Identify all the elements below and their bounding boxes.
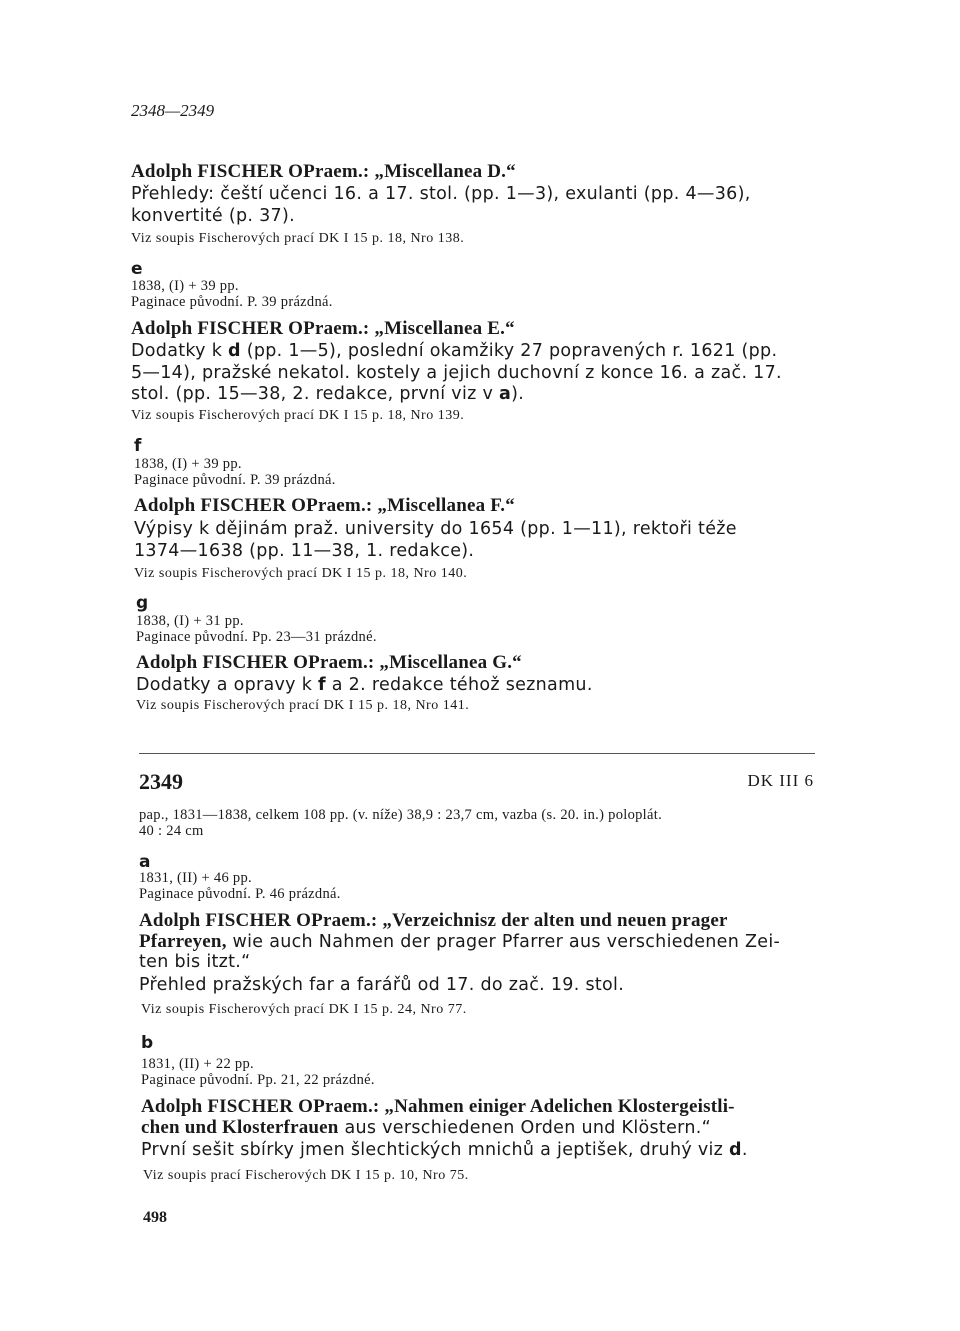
entry-description: stol. (pp. 15—38, 2. redakce, první viz v a). — [131, 384, 525, 404]
section-letter: e — [131, 259, 143, 279]
section-letter: b — [141, 1033, 154, 1053]
page-number: 498 — [143, 1209, 167, 1226]
entry-reference: Viz soupis Fischerových prací DK I 15 p. 24, Nro 77. — [141, 1002, 467, 1017]
entry-description: konvertité (p. 37). — [131, 206, 295, 226]
pagination-note: Paginace původní. Pp. 23—31 prázdné. — [136, 629, 377, 645]
running-head: 2348—2349 — [131, 101, 215, 120]
entry-reference: Viz soupis Fischerových prací DK I 15 p. 18, Nro 138. — [131, 231, 465, 246]
page-count: 1838, (I) + 31 pp. — [136, 613, 244, 629]
entry-reference: Viz soupis Fischerových prací DK I 15 p. 18, Nro 139. — [131, 408, 465, 423]
record-number: 2349 — [139, 769, 183, 794]
entry-title: Adolph FISCHER OPraem.: „Miscellanea E.“ — [131, 318, 515, 339]
entry-description: První sešit sbírky jmen šlechtických mnichů a jeptišek, druhý viz d. — [141, 1140, 748, 1160]
entry-title: Adolph FISCHER OPraem.: „Miscellanea F.“ — [134, 495, 515, 516]
entry-description: Dodatky a opravy k f a 2. redakce téhož seznamu. — [136, 675, 593, 695]
entry-reference: Viz soupis prací Fischerových DK I 15 p. 10, Nro 75. — [143, 1168, 469, 1183]
entry-title: Adolph FISCHER OPraem.: „Nahmen einiger Adelichen Klostergeistli- — [141, 1096, 735, 1117]
entry-title-continuation: Pfarreyen, wie auch Nahmen der prager Pfarrer aus verschiedenen Zei- — [139, 931, 781, 952]
entry-description: 5—14), pražské nekatol. kostely a jejich duchovní z konce 16. a zač. 17. — [131, 363, 782, 383]
pagination-note: Paginace původní. P. 46 prázdná. — [139, 886, 341, 902]
physical-description: 40 : 24 cm — [139, 823, 204, 839]
entry-title: Adolph FISCHER OPraem.: „Miscellanea D.“ — [131, 161, 516, 182]
entry-reference: Viz soupis Fischerových prací DK I 15 p. 18, Nro 141. — [136, 698, 470, 713]
pagination-note: Paginace původní. Pp. 21, 22 prázdné. — [141, 1072, 375, 1088]
entry-reference: Viz soupis Fischerových prací DK I 15 p. 18, Nro 140. — [134, 566, 468, 581]
entry-description: Dodatky k d (pp. 1—5), poslední okamžiky 27 popravených r. 1621 (pp. — [131, 341, 778, 361]
entry-title-continuation: ten bis itzt.“ — [139, 952, 251, 972]
record-separator — [139, 753, 815, 754]
section-letter: f — [134, 436, 142, 456]
physical-description: pap., 1831—1838, celkem 108 pp. (v. níže) 38,9 : 23,7 cm, vazba (s. 20. in.) poloplát. — [139, 807, 662, 823]
entry-description: Přehled pražských far a farářů od 17. do zač. 19. stol. — [139, 975, 625, 995]
section-letter: a — [139, 852, 151, 872]
entry-description: 1374—1638 (pp. 11—38, 1. redakce). — [134, 541, 475, 561]
section-letter: g — [136, 593, 149, 613]
page-count: 1831, (II) + 46 pp. — [139, 870, 252, 886]
shelf-signature: DK III 6 — [747, 771, 814, 790]
pagination-note: Paginace původní. P. 39 prázdná. — [134, 472, 336, 488]
entry-description: Přehledy: čeští učenci 16. a 17. stol. (pp. 1—3), exulanti (pp. 4—36), — [131, 184, 751, 204]
page-count: 1838, (I) + 39 pp. — [134, 456, 242, 472]
pagination-note: Paginace původní. P. 39 prázdná. — [131, 294, 333, 310]
entry-title: Adolph FISCHER OPraem.: „Miscellanea G.“ — [136, 652, 522, 673]
page-count: 1838, (I) + 39 pp. — [131, 278, 239, 294]
entry-title-continuation: chen und Klosterfrauen aus verschiedenen Orden und Klöstern.“ — [141, 1117, 711, 1138]
entry-description: Výpisy k dějinám praž. university do 1654 (pp. 1—11), rektoři téže — [134, 519, 737, 539]
page-count: 1831, (II) + 22 pp. — [141, 1056, 254, 1072]
entry-title: Adolph FISCHER OPraem.: „Verzeichnisz der alten und neuen prager — [139, 910, 728, 931]
